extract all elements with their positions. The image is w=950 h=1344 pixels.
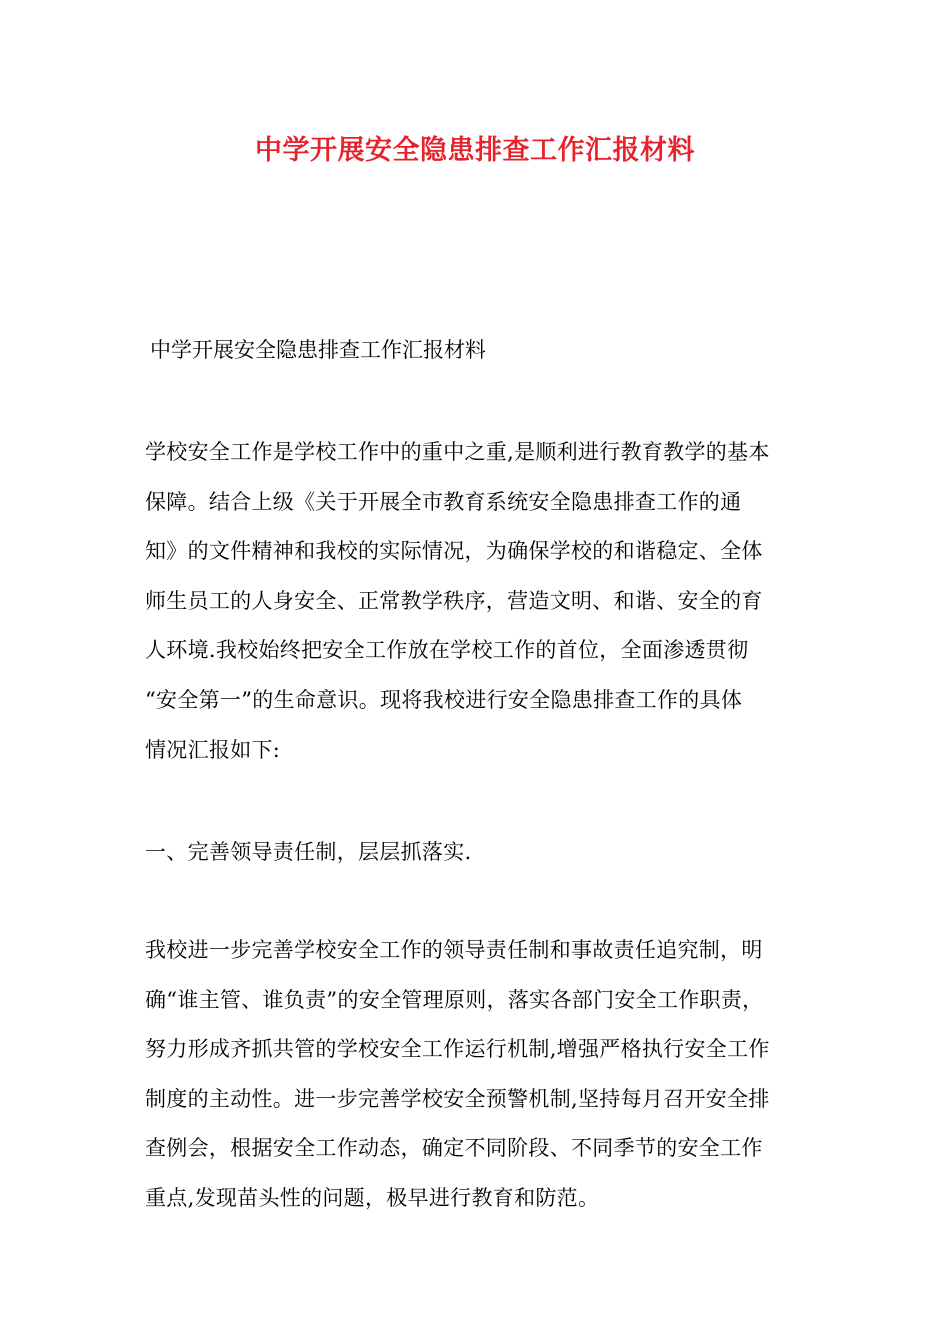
paragraph-line: 保障。结合上级《关于开展全市教育系统安全隐患排查工作的通: [145, 489, 742, 514]
paragraph-line: 人环境.我校始终把安全工作放在学校工作的首位，全面渗透贯彻: [145, 638, 749, 663]
section-1-paragraph: [145, 926, 825, 1224]
paragraph-line: 情况汇报如下:: [145, 737, 281, 762]
document-title: 中学开展安全隐患排查工作汇报材料: [255, 135, 695, 166]
paragraph-line: 师生员工的人身安全、正常教学秩序，营造文明、和谐、安全的育: [145, 588, 763, 613]
paragraph-line: 学校安全工作是学校工作中的重中之重,是顺利进行教育教学的基本: [145, 440, 770, 464]
section-1-heading: [145, 828, 825, 878]
paragraph-line: 知》的文件精神和我校的实际情况，为确保学校的和谐稳定、全体: [145, 539, 763, 564]
section-heading-text: 一、完善领导责任制，层层抓落实.: [145, 840, 472, 864]
paragraph-line: 确“谁主管、谁负责”的安全管理原则，落实各部门安全工作职责，: [145, 987, 764, 1012]
paragraph-line: 努力形成齐抓共管的学校安全工作运行机制,增强严格执行安全工作: [145, 1037, 770, 1062]
paragraph-line: 查例会，根据安全工作动态，确定不同阶段、不同季节的安全工作: [145, 1136, 763, 1161]
paragraph-line: 我校进一步完善学校安全工作的领导责任制和事故责任追究制，明: [145, 938, 763, 962]
paragraph-line: 重点,发现苗头性的问题，极早进行教育和防范。: [145, 1185, 600, 1210]
paragraph-line: “安全第一”的生命意识。现将我校进行安全隐患排查工作的具体: [145, 687, 743, 712]
intro-paragraph: [145, 428, 825, 775]
paragraph-line: 制度的主动性。进一步完善学校安全预警机制,坚持每月召开安全排: [145, 1086, 770, 1111]
document-subtitle: 中学开展安全隐患排查工作汇报材料: [150, 338, 486, 362]
